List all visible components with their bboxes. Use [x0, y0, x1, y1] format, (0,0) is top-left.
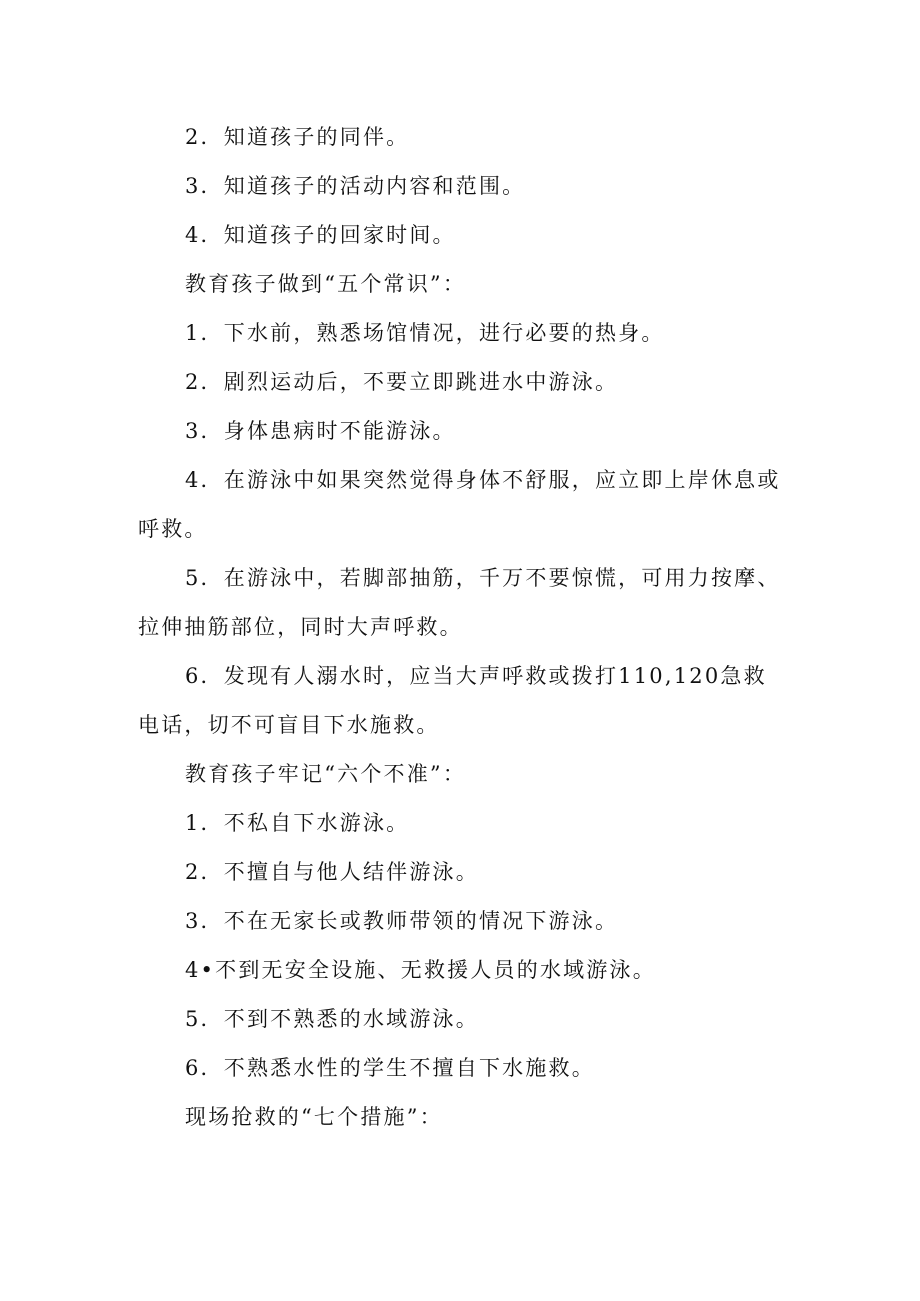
- paragraph-item-1-no-solo: 1．不私自下水游泳。: [185, 811, 410, 835]
- paragraph-item-4-discomfort: 4．在游泳中如果突然觉得身体不舒服，应立即上岸休息或呼救。: [138, 468, 781, 541]
- paragraph-item-1-warmup: 1．下水前，熟悉场馆情况，进行必要的热身。: [185, 321, 665, 345]
- section-heading-five-knowledge: 教育孩子做到“五个常识”：: [185, 272, 467, 296]
- paragraph-item-3-illness: 3．身体患病时不能游泳。: [185, 419, 456, 443]
- section-heading-seven-measures: 现场抢救的“七个措施”：: [185, 1105, 443, 1129]
- section-heading-six-prohibitions: 教育孩子牢记“六个不准”：: [185, 762, 467, 786]
- paragraph-item-6-drowning-call: 6．发现有人溺水时，应当大声呼救或拨打110,120急救电话，切不可盲目下水施救。: [138, 664, 767, 737]
- paragraph-item-4-return-time: 4．知道孩子的回家时间。: [185, 223, 456, 247]
- paragraph-item-2-after-exercise: 2．剧烈运动后，不要立即跳进水中游泳。: [185, 370, 619, 394]
- paragraph-item-6-no-rescue: 6．不熟悉水性的学生不擅自下水施救。: [185, 1056, 595, 1080]
- paragraph-item-2-companions: 2．知道孩子的同伴。: [185, 125, 410, 149]
- paragraph-item-2-no-companions: 2．不擅自与他人结伴游泳。: [185, 860, 479, 884]
- paragraph-item-4-no-unsafe-waters: 4•不到无安全设施、无救援人员的水域游泳。: [185, 958, 656, 982]
- paragraph-item-3-no-supervision: 3．不在无家长或教师带领的情况下游泳。: [185, 909, 619, 933]
- paragraph-item-5-unfamiliar-waters: 5．不到不熟悉的水域游泳。: [185, 1007, 479, 1031]
- paragraph-item-3-activities: 3．知道孩子的活动内容和范围。: [185, 174, 526, 198]
- paragraph-item-5-cramp: 5．在游泳中，若脚部抽筋，千万不要惊慌，可用力按摩、拉伸抽筋部位，同时大声呼救。: [138, 566, 781, 639]
